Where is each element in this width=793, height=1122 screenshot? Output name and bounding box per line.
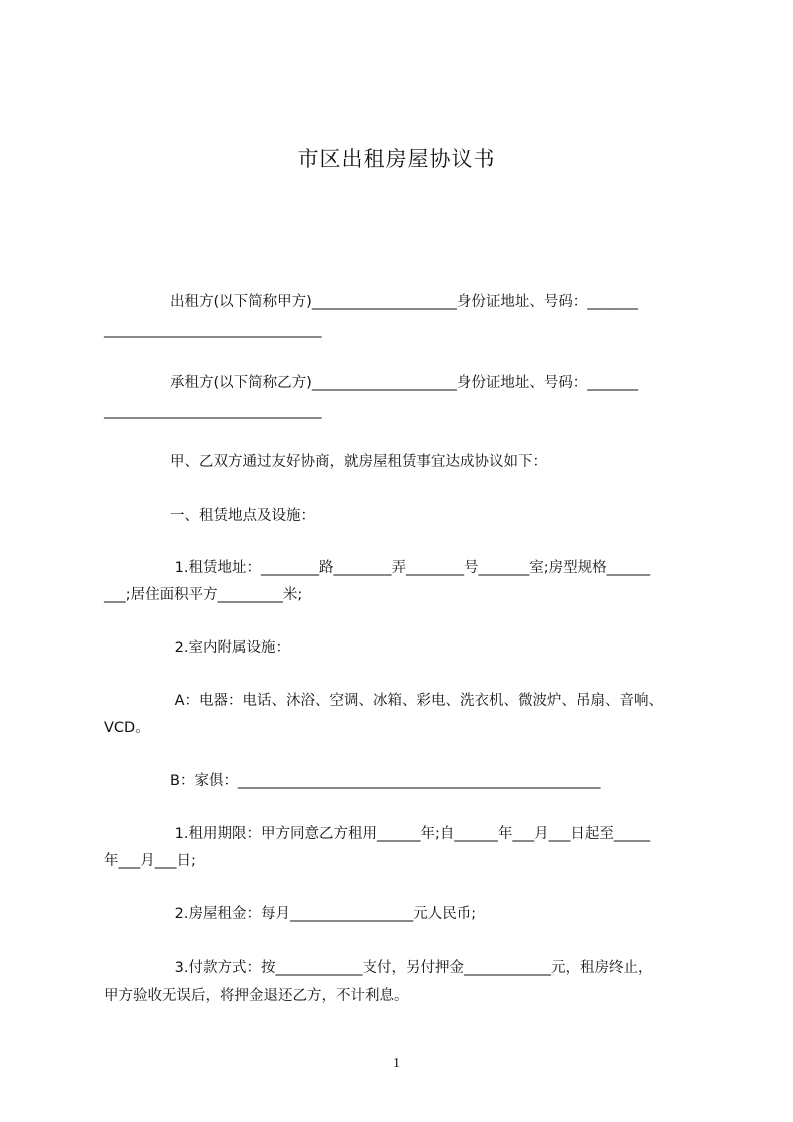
lessor-line-2: ______________________________ (104, 322, 322, 338)
rental-address-line-2: ___;居住面积平方_________米; (104, 587, 303, 603)
lessee-line-1: 承租方(以下简称乙方)____________________身份证地址、号码：_______ (170, 375, 639, 391)
section-1-heading: 一、租赁地点及设施： (170, 508, 315, 524)
lessor-line-1: 出租方(以下简称甲方)____________________身份证地址、号码：_______ (170, 294, 639, 310)
rent-line: 2.房屋租金：每月_________________元人民币; (170, 906, 477, 922)
appliances-line-1: A：电器：电话、沐浴、空调、冰箱、彩电、洗衣机、微波炉、吊扇、音响、 (170, 693, 664, 709)
rental-address-line-1: 1.租赁地址：________路________弄________号_______室;房型规格______ (170, 560, 651, 576)
lease-term-line-2: 年___月___日; (104, 853, 196, 869)
payment-line-2: 甲方验收无误后，将押金退还乙方，不计利息。 (104, 988, 409, 1004)
payment-line-1: 3.付款方式：按____________支付，另付押金____________元，租房终止， (170, 960, 653, 976)
furniture-line: B：家俱：__________________________________________________ (170, 773, 601, 789)
appliances-line-2: VCD。 (104, 720, 150, 736)
facilities-heading: 2.室内附属设施： (170, 640, 290, 656)
intro-paragraph: 甲、乙双方通过友好协商，就房屋租赁事宜达成协议如下： (170, 454, 547, 470)
lease-term-line-1: 1.租用期限：甲方同意乙方租用______年;自______年___月___日起至_____ (170, 826, 651, 842)
document-title: 市区出租房屋协议书 (297, 147, 496, 171)
lessee-line-2: ______________________________ (104, 403, 322, 419)
page-number: 1 (393, 1056, 400, 1071)
